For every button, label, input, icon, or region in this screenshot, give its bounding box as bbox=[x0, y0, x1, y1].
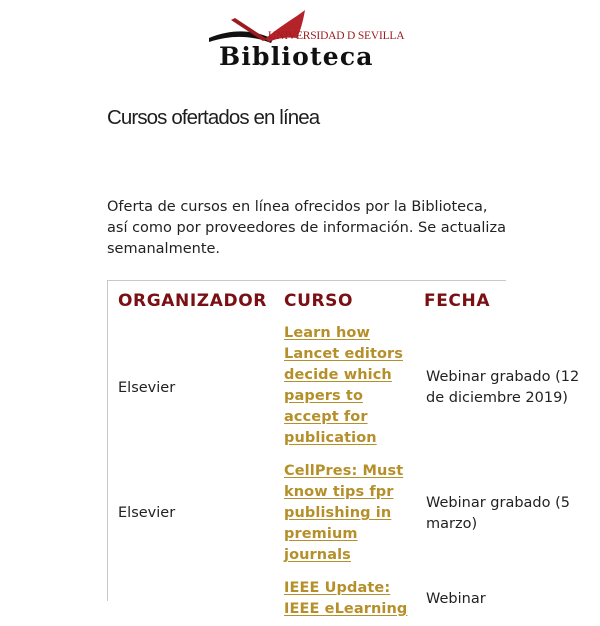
fecha-cell: Webinar bbox=[426, 590, 486, 607]
logo-title-text: Biblioteca bbox=[219, 42, 374, 71]
column-header-curso: CURSO bbox=[284, 291, 354, 311]
course-link[interactable]: IEEE Update: IEEE eLearning bbox=[284, 580, 408, 617]
table-row bbox=[108, 321, 588, 455]
column-header-organizador: ORGANIZADOR bbox=[118, 291, 267, 311]
intro-paragraph: Oferta de cursos en línea ofrecidos por la Biblioteca, así como por proveedores de información. Se actualiza semanalmente. bbox=[107, 199, 506, 257]
courses-table-container[interactable] bbox=[107, 280, 580, 617]
table-header-row bbox=[108, 281, 588, 321]
curso-cell bbox=[274, 455, 414, 572]
fecha-cell: Webinar grabado (5 marzo) bbox=[426, 494, 570, 532]
course-link[interactable]: Learn how Lancet editors decide which papers to accept for publication bbox=[284, 325, 404, 446]
page-title: Cursos ofertados en línea bbox=[107, 106, 320, 129]
fecha-cell: Webinar grabado (12 de diciembre 2019) bbox=[426, 369, 580, 406]
table-row bbox=[108, 455, 588, 572]
biblioteca-logo[interactable] bbox=[205, 8, 405, 74]
table-row bbox=[108, 572, 588, 626]
organizador-cell: Elsevier bbox=[118, 379, 176, 396]
logo-university-text: UNIVERSIDAD D SEVILLA bbox=[268, 30, 405, 42]
curso-cell bbox=[274, 321, 414, 455]
organizador-cell: Elsevier bbox=[118, 505, 176, 521]
column-header-fecha: FECHA bbox=[424, 291, 491, 311]
organizador-cell bbox=[108, 572, 274, 626]
courses-table bbox=[108, 281, 588, 626]
course-link[interactable]: CellPres: Must know tips fpr publishing in premium journals bbox=[284, 463, 404, 563]
curso-cell bbox=[274, 572, 414, 626]
